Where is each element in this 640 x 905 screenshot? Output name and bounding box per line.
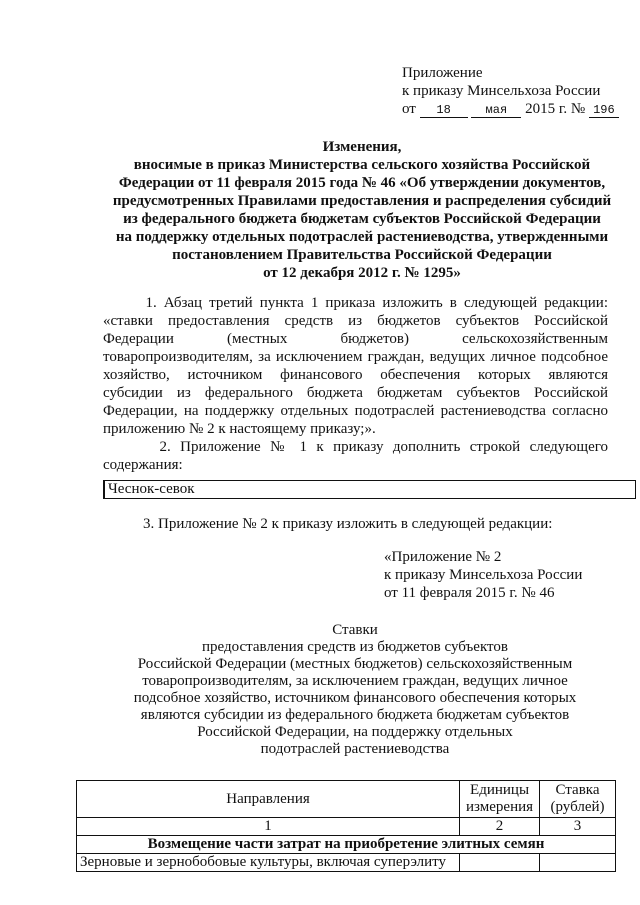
header-units: Единицы измерения bbox=[460, 781, 540, 818]
category-label: Возмещение части затрат на приобретение элитных семян bbox=[77, 836, 616, 854]
appendix-line: к приказу Минсельхоза России bbox=[384, 567, 583, 583]
column-number: 2 bbox=[460, 818, 540, 836]
row-units bbox=[460, 854, 540, 872]
rates-heading: Ставки bbox=[332, 622, 378, 638]
paragraph-line: Федерации (местных бюджетов) сельскохозяйственным bbox=[103, 331, 608, 347]
table-category-row bbox=[77, 836, 616, 854]
row-rate bbox=[540, 854, 616, 872]
appendix-line: «Приложение № 2 bbox=[384, 549, 502, 565]
appendix-line: Приложение bbox=[402, 65, 483, 81]
appendix-line: к приказу Минсельхоза России bbox=[402, 83, 601, 99]
column-number: 3 bbox=[540, 818, 616, 836]
title-heading: Изменения, bbox=[322, 139, 402, 155]
paragraph-line: 1. Абзац третий пункта 1 приказа изложить в следующей редакции: bbox=[103, 295, 608, 311]
appendix-header bbox=[402, 64, 619, 118]
appendix-2-header bbox=[384, 548, 582, 602]
document-title bbox=[92, 138, 632, 282]
paragraph-line: приложению № 2 к настоящему приказу;». bbox=[103, 421, 376, 437]
added-row-label: Чеснок-севок bbox=[108, 481, 195, 497]
rates-line: товаропроизводителям, за исключением граждан, ведущих личное bbox=[142, 673, 568, 689]
table-number-row bbox=[77, 818, 616, 836]
rates-table bbox=[76, 780, 616, 872]
rates-line: предоставления средств из бюджетов субъектов bbox=[202, 639, 508, 655]
paragraph-line: 2. Приложение № 1 к приказу дополнить строкой следующего bbox=[103, 439, 608, 455]
rates-line: являются субсидии из федерального бюджета бюджетам субъектов bbox=[140, 707, 570, 723]
row-direction: Зерновые и зернобобовые культуры, включая суперэлиту bbox=[77, 854, 460, 872]
title-line: Федерации от 11 февраля 2015 года № 46 «Об утверждении документов, bbox=[118, 175, 606, 191]
paragraph-line: субсидии из федерального бюджета бюджетам субъектов Российской bbox=[103, 385, 608, 401]
added-table-row bbox=[103, 480, 636, 499]
title-line: вносимые в приказ Министерства сельского хозяйства Российской bbox=[133, 157, 591, 173]
rates-line: Российской Федерации, на поддержку отдельных bbox=[197, 724, 513, 740]
paragraph-line: Федерации, на поддержку отдельных подотраслей растениеводства согласно bbox=[103, 403, 608, 419]
appendix-date: от 18 мая 2015 г. № 196 bbox=[402, 100, 619, 118]
paragraph-3: 3. Приложение № 2 к приказу изложить в следующей редакции: bbox=[143, 516, 553, 532]
table-row bbox=[77, 854, 616, 872]
title-line: из федерального бюджета бюджетам субъектов Российской Федерации bbox=[123, 211, 601, 227]
rates-line: Российской Федерации (местных бюджетов) сельскохозяйственным bbox=[137, 656, 573, 672]
title-line: на поддержку отдельных подотраслей растениеводства, утвержденными bbox=[115, 229, 609, 245]
paragraph-1 bbox=[103, 294, 608, 438]
appendix-day: 18 bbox=[420, 103, 468, 118]
header-direction: Направления bbox=[77, 781, 460, 818]
rates-line: подсобное хозяйство, источником финансового обеспечения которых bbox=[133, 690, 577, 706]
rates-title bbox=[120, 622, 590, 758]
paragraph-line: содержания: bbox=[103, 457, 183, 473]
header-rate: Ставка (рублей) bbox=[540, 781, 616, 818]
title-line: от 12 декабря 2012 г. № 1295» bbox=[263, 265, 461, 281]
rates-line: подотраслей растениеводства bbox=[260, 741, 450, 757]
column-number: 1 bbox=[77, 818, 460, 836]
paragraph-line: товаропроизводителям, за исключением граждан, ведущих личное подсобное bbox=[103, 349, 608, 365]
title-line: предусмотренных Правилами предоставления и распределения субсидий bbox=[112, 193, 612, 209]
appendix-line: от 11 февраля 2015 г. № 46 bbox=[384, 585, 555, 601]
paragraph-line: хозяйство, источником финансового обеспечения которых являются bbox=[103, 367, 608, 383]
paragraph-2 bbox=[103, 438, 608, 474]
title-line: постановлением Правительства Российской Федерации bbox=[172, 247, 552, 263]
paragraph-line: «ставки предоставления средств из бюджетов субъектов Российской bbox=[103, 313, 608, 329]
appendix-month: мая bbox=[471, 103, 521, 118]
appendix-number: 196 bbox=[589, 103, 619, 118]
table-header-row bbox=[77, 781, 616, 818]
